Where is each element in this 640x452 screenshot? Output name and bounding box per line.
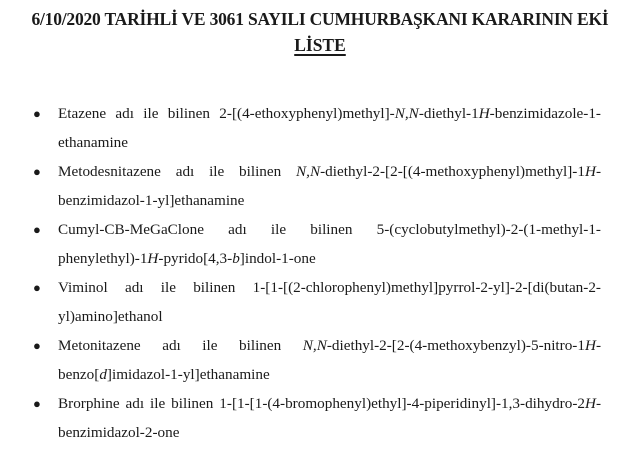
list-item [0, 215, 601, 273]
item-text: -diethyl-2-[2-[(4-methoxyphenyl)methyl]-1 [320, 163, 585, 180]
bullet-icon: ● [33, 338, 41, 353]
list-item [0, 389, 601, 447]
list-item [0, 157, 601, 215]
item-text: -diethyl-1 [418, 105, 479, 122]
item-text: -benzimidazole-1-ethanamine [58, 105, 601, 151]
italic-text: N,N [394, 105, 419, 122]
italic-text: H [584, 163, 596, 180]
item-text: ]indol-1-one [239, 250, 316, 267]
italic-text: d [99, 366, 107, 383]
item-text: Brorphine adı ile bilinen 1-[1-[1-(4-bromophenyl)ethyl]-4-piperidinyl]-1,3-dihydro-2 [58, 395, 585, 412]
list-item [0, 331, 601, 389]
italic-text: N,N [296, 163, 321, 180]
item-text: ]imidazol-1-yl]ethanamine [106, 366, 270, 383]
italic-text: H [584, 337, 596, 354]
list-item [0, 273, 601, 331]
item-text: Etazene adı ile bilinen 2-[(4-ethoxyphenyl)methyl]- [58, 105, 395, 122]
bullet-icon: ● [33, 164, 41, 179]
item-text: Metodesnitazene adı ile bilinen [58, 163, 297, 180]
italic-text: b [232, 250, 240, 267]
item-text: Cumyl-CB-MeGaClone adı ile bilinen 5-(cyclobutylmethyl)-2-(1-methyl-1-phenylethyl)-1 [58, 221, 601, 267]
italic-text: H [478, 105, 490, 122]
item-text: -pyrido[4,3- [158, 250, 233, 267]
bullet-icon: ● [33, 222, 41, 237]
italic-text: H [147, 250, 159, 267]
item-text: -diethyl-2-[2-(4-methoxybenzyl)-5-nitro-1 [326, 337, 585, 354]
bullet-icon: ● [33, 280, 41, 295]
item-text: -benzo[ [58, 337, 601, 383]
bullet-icon: ● [33, 106, 41, 121]
document-subtitle [0, 35, 640, 56]
item-text: -benzimidazol-1-yl]ethanamine [58, 163, 601, 209]
list-heading: LİSTE [294, 35, 346, 55]
bullet-icon: ● [33, 396, 41, 411]
item-text: -benzimidazol-2-one [58, 395, 601, 441]
list-item [0, 99, 601, 157]
document-title: 6/10/2020 TARİHLİ VE 3061 SAYILI CUMHURBAŞKANI KARARININ EKİ [31, 9, 609, 29]
item-text: Viminol adı ile bilinen 1-[1-[(2-chlorophenyl)methyl]pyrrol-2-yl]-2-[di(butan-2-yl)amino]ethanol [58, 279, 601, 325]
substance-list [0, 99, 640, 447]
item-text: Metonitazene adı ile bilinen [58, 337, 303, 354]
italic-text: N,N [302, 337, 327, 354]
italic-text: H [584, 395, 596, 412]
